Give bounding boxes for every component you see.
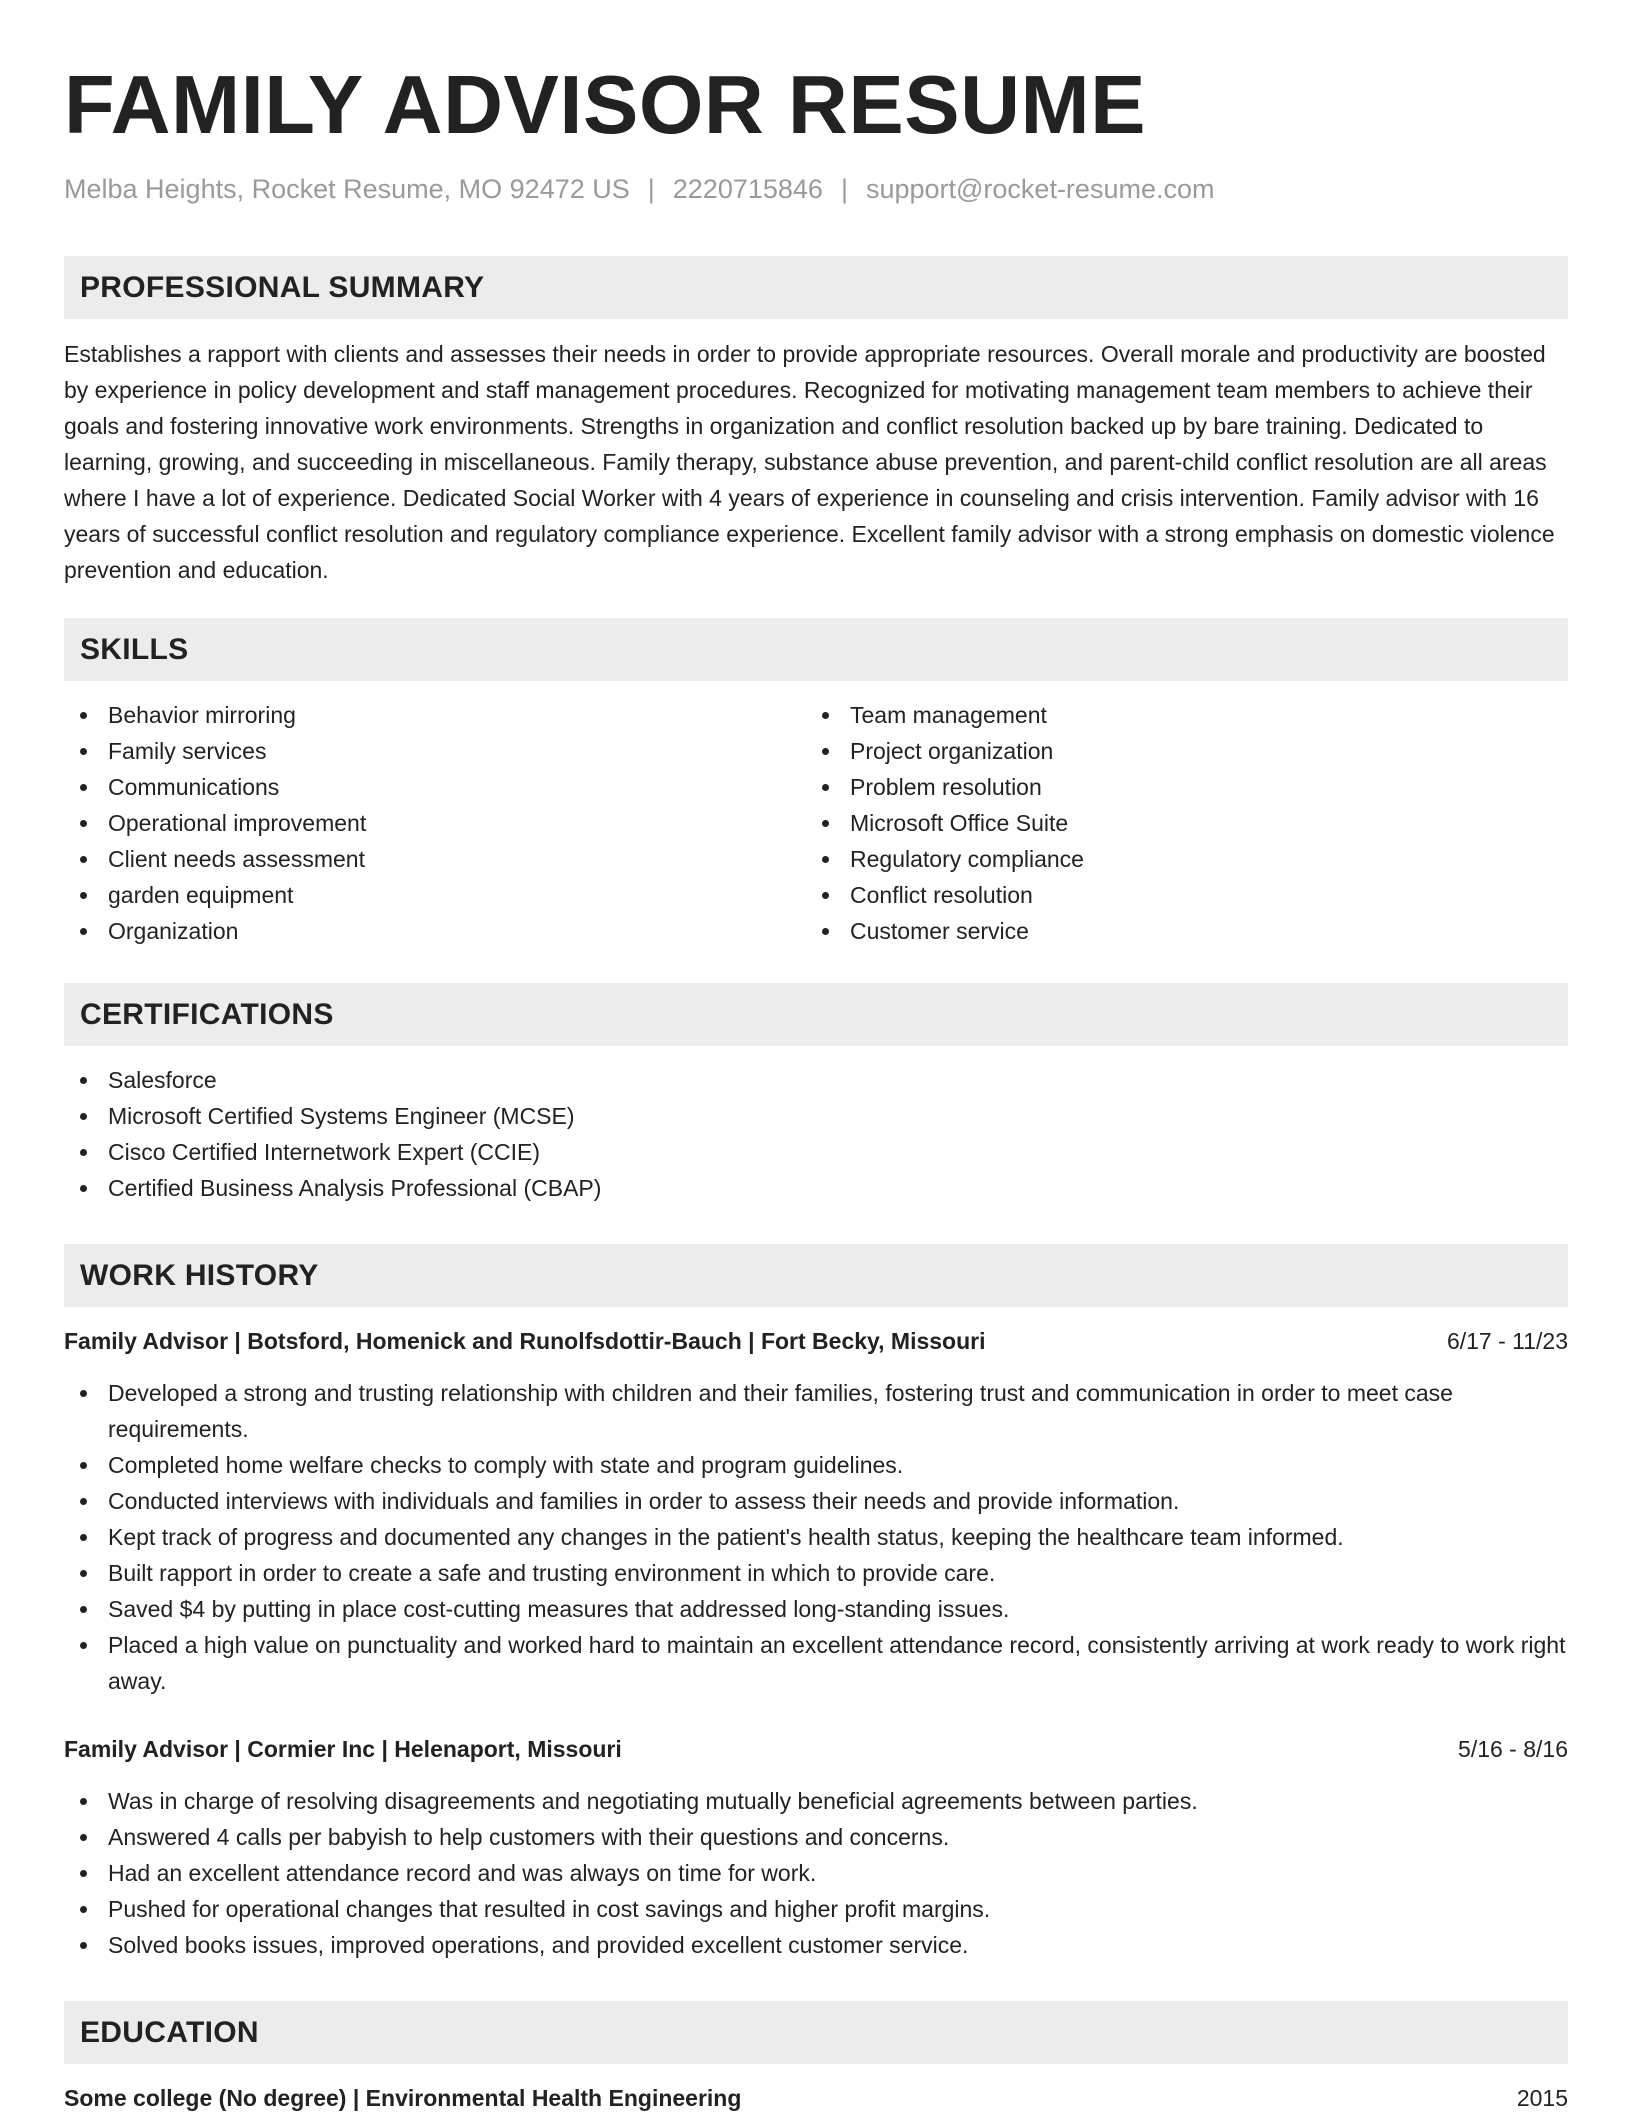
contact-separator: | bbox=[647, 174, 655, 204]
skills-grid bbox=[64, 697, 1568, 949]
summary-section-header bbox=[64, 256, 1568, 319]
job-bullet: Completed home welfare checks to comply with state and program guidelines. bbox=[64, 1447, 1568, 1483]
skill-item: Communications bbox=[64, 769, 806, 805]
job-header bbox=[64, 1323, 1568, 1359]
job-bullet: Solved books issues, improved operations, and provided excellent customer service. bbox=[64, 1927, 1568, 1963]
skill-item: Team management bbox=[806, 697, 1548, 733]
job-dates: 6/17 - 11/23 bbox=[1446, 1328, 1568, 1354]
job-bullet: Pushed for operational changes that resulted in cost savings and higher profit margins. bbox=[64, 1891, 1568, 1927]
summary-heading: PROFESSIONAL SUMMARY bbox=[80, 270, 485, 304]
contact-phone: 2220715846 bbox=[672, 174, 823, 204]
education-section-header bbox=[64, 2001, 1568, 2064]
skill-item: Client needs assessment bbox=[64, 841, 806, 877]
contact-email: support@rocket-resume.com bbox=[865, 174, 1215, 204]
job-bullet: Saved $4 by putting in place cost-cutting measures that addressed long-standing issues. bbox=[64, 1591, 1568, 1627]
job-dates: 5/16 - 8/16 bbox=[1458, 1736, 1568, 1762]
skill-item: Problem resolution bbox=[806, 769, 1548, 805]
skills-section-header bbox=[64, 618, 1568, 681]
contact-address: Melba Heights, Rocket Resume, MO 92472 US bbox=[64, 174, 630, 204]
certifications-section-header bbox=[64, 983, 1568, 1046]
education-title: Some college (No degree) | Environmental Health Engineering bbox=[64, 2085, 742, 2111]
summary-text: Establishes a rapport with clients and assesses their needs in order to provide appropriate resources. Overall morale and productivity are boosted by experience in policy development and staff management procedures. Recognized for motivating management team members to achieve their goals and fostering innovative work environments. Strengths in organization and conflict resolution backed up by bare training. Dedicated to learning, growing, and succeeding in miscellaneous. Family therapy, substance abuse prevention, and parent-child conflict resolution are all areas where I have a lot of experience. Dedicated Social Worker with 4 years of experience in counseling and crisis intervention. Family advisor with 16 years of successful conflict resolution and regulatory compliance experience. Excellent family advisor with a strong emphasis on domestic violence prevention and education. bbox=[64, 341, 1555, 583]
skill-item: Operational improvement bbox=[64, 805, 806, 841]
job-bullet: Was in charge of resolving disagreements and negotiating mutually beneficial agreements between parties. bbox=[64, 1783, 1568, 1819]
skill-item: Conflict resolution bbox=[806, 877, 1548, 913]
skill-item: Regulatory compliance bbox=[806, 841, 1548, 877]
contact-line bbox=[64, 172, 1568, 206]
skill-item: Customer service bbox=[806, 913, 1548, 949]
certification-item: Microsoft Certified Systems Engineer (MCSE) bbox=[64, 1098, 1568, 1134]
job-bullet: Conducted interviews with individuals and families in order to assess their needs and provide information. bbox=[64, 1483, 1568, 1519]
skill-item: Organization bbox=[64, 913, 806, 949]
skill-item: Project organization bbox=[806, 733, 1548, 769]
job-bullets bbox=[64, 1375, 1568, 1699]
contact-separator: | bbox=[840, 174, 848, 204]
job-header bbox=[64, 1731, 1568, 1767]
skill-item: Family services bbox=[64, 733, 806, 769]
skill-item: garden equipment bbox=[64, 877, 806, 913]
skill-item: Behavior mirroring bbox=[64, 697, 806, 733]
certification-item: Certified Business Analysis Professional (CBAP) bbox=[64, 1170, 1568, 1206]
certifications-list bbox=[64, 1062, 1568, 1206]
education-entry bbox=[64, 2080, 1568, 2112]
certification-item: Cisco Certified Internetwork Expert (CCIE) bbox=[64, 1134, 1568, 1170]
job-bullets bbox=[64, 1783, 1568, 1963]
work-heading: WORK HISTORY bbox=[80, 1258, 319, 1292]
certification-item: Salesforce bbox=[64, 1062, 1568, 1098]
skill-item: Microsoft Office Suite bbox=[806, 805, 1548, 841]
job-bullet: Answered 4 calls per babyish to help customers with their questions and concerns. bbox=[64, 1819, 1568, 1855]
education-year: 2015 bbox=[1516, 2085, 1568, 2111]
job-bullet: Built rapport in order to create a safe and trusting environment in which to provide care. bbox=[64, 1555, 1568, 1591]
job-title: Family Advisor | Botsford, Homenick and Runolfsdottir-Bauch | Fort Becky, Missouri bbox=[64, 1328, 986, 1354]
skills-list-left bbox=[64, 697, 806, 949]
job-bullet: Developed a strong and trusting relationship with children and their families, fostering trust and communication in order to meet case requirements. bbox=[64, 1375, 1568, 1447]
job-title: Family Advisor | Cormier Inc | Helenaport, Missouri bbox=[64, 1736, 622, 1762]
job-bullet: Placed a high value on punctuality and worked hard to maintain an excellent attendance record, consistently arriving at work ready to work right away. bbox=[64, 1627, 1568, 1699]
certifications-heading: CERTIFICATIONS bbox=[80, 997, 334, 1031]
skills-list-right bbox=[806, 697, 1548, 949]
job-bullet: Had an excellent attendance record and was always on time for work. bbox=[64, 1855, 1568, 1891]
job-bullet: Kept track of progress and documented any changes in the patient's health status, keeping the healthcare team informed. bbox=[64, 1519, 1568, 1555]
education-heading: EDUCATION bbox=[80, 2015, 259, 2049]
page-title: FAMILY ADVISOR RESUME bbox=[64, 58, 1147, 151]
skills-heading: SKILLS bbox=[80, 632, 189, 666]
work-section-header bbox=[64, 1244, 1568, 1307]
